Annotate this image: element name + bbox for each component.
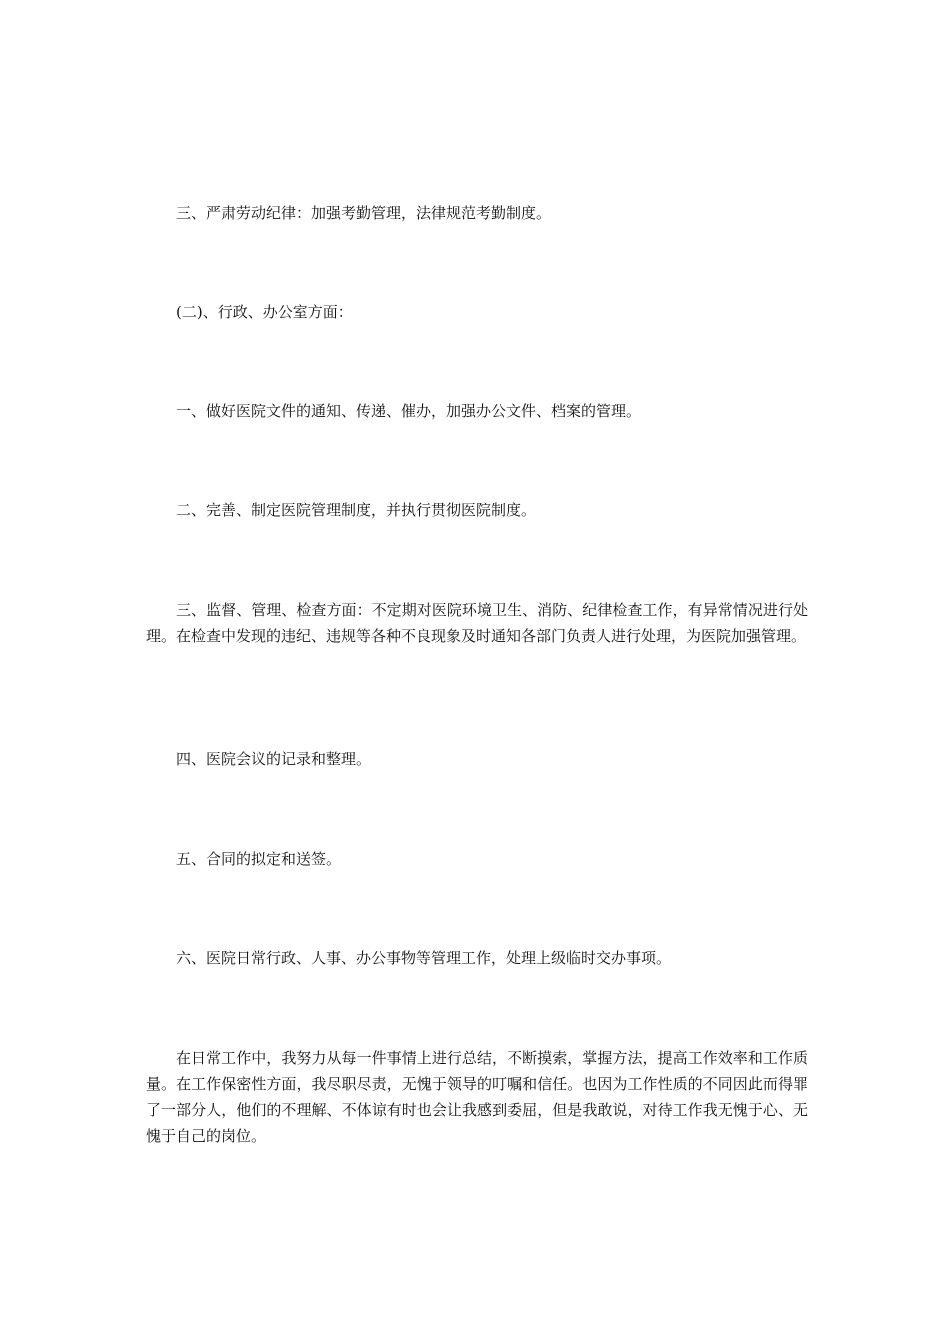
paragraph-attendance-discipline: 三、严肃劳动纪律：加强考勤管理，法律规范考勤制度。 [176, 204, 552, 222]
paragraph-work-summary: 在日常工作中，我努力从每一件事情上进行总结，不断摸索，掌握方法，提高工作效率和工作质量。在工作保密性方面，我尽职尽责，无愧于领导的叮嘱和信任。也因为工作性质的不同因此而得罪了一部分人，他们的不理解、不体谅有时也会让我感到委屈，但是我敢说，对待工作我无愧于心、无愧于自己的岗位。 [146, 1049, 808, 1145]
paragraph-supervision-inspection: 三、监督、管理、检查方面：不定期对医院环境卫生、消防、纪律检查工作，有异常情况进行处理。在检查中发现的违纪、违规等各种不良现象及时通知各部门负责人进行处理，为医院加强管理。 [146, 601, 808, 645]
paragraph-daily-administration: 六、医院日常行政、人事、办公事物等管理工作，处理上级临时交办事项。 [176, 949, 672, 967]
paragraph-contract-drafting: 五、合同的拟定和送签。 [176, 850, 342, 868]
section-heading-admin-office: (二)、行政、办公室方面： [176, 303, 353, 321]
paragraph-management-system: 二、完善、制定医院管理制度，并执行贯彻医院制度。 [176, 501, 537, 519]
paragraph-meeting-records: 四、医院会议的记录和整理。 [176, 750, 372, 768]
paragraph-document-management: 一、做好医院文件的通知、传递、催办，加强办公文件、档案的管理。 [176, 402, 642, 420]
